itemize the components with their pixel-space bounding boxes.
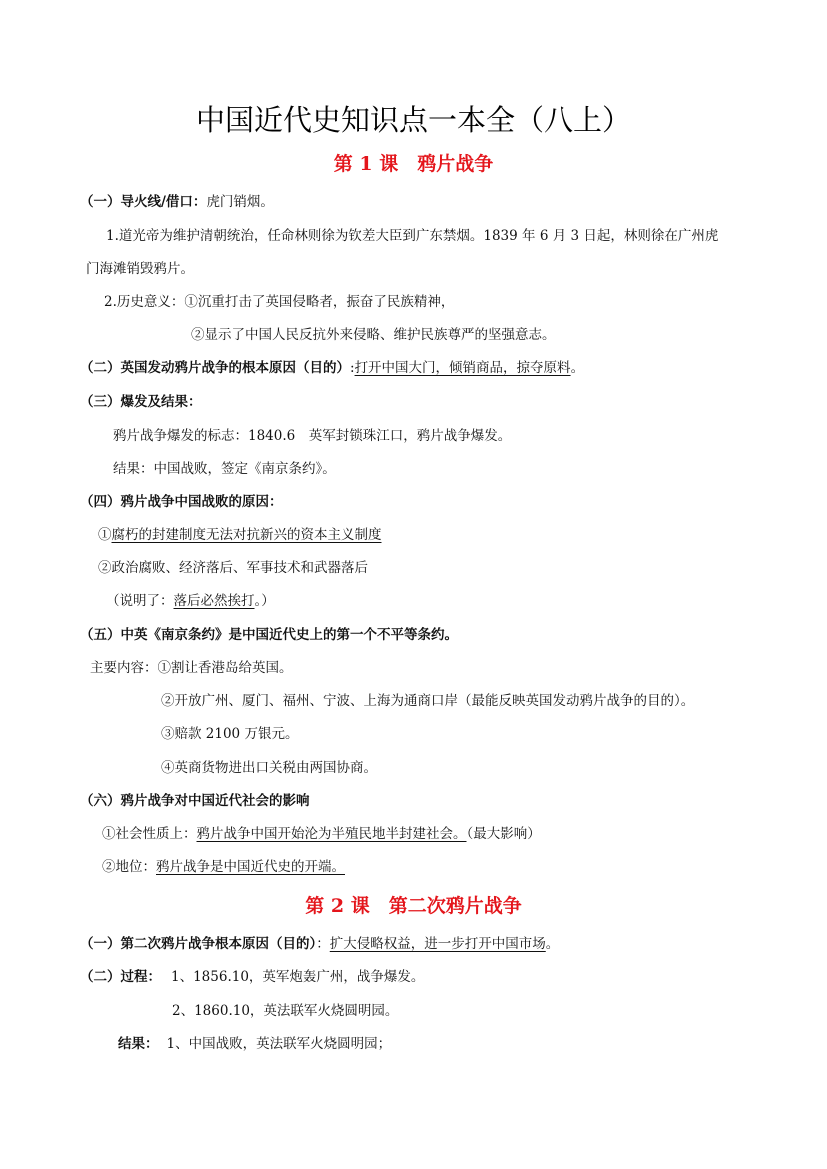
section-text: 虎门销烟。	[206, 194, 274, 210]
l2-section-2-line	[80, 968, 424, 986]
process-item: 1、1856.10，英军炮轰广州，战争爆发。	[171, 969, 425, 985]
underlined-answer: 落后必然挨打	[173, 593, 255, 609]
impact-prefix: ①社会性质上：	[102, 826, 197, 842]
process-item: 2、1860.10，英法联军火烧圆明园。	[172, 1003, 399, 1019]
content-line: ②开放广州、厦门、福州、宁波、上海为通商口岸（最能反映英国发动鸦片战争的目的）。	[161, 693, 695, 709]
colon: ：	[316, 936, 330, 952]
impact-prefix: ②地位：	[102, 859, 156, 875]
section-label: （一）导火线/借口：	[80, 194, 207, 210]
result-item: 1、中国战败，英法联军火烧圆明园；	[166, 1036, 392, 1052]
underlined-answer: 鸦片战争是中国近代史的开端。	[156, 859, 345, 875]
impact-line	[102, 858, 345, 876]
lesson-1-heading: 第 1 课 鸦片战争	[333, 153, 494, 175]
paragraph-line: 结果：中国战败，签定《南京条约》。	[113, 461, 336, 477]
impact-suffix: （最大影响）	[466, 826, 541, 842]
paragraph-line: ②显示了中国人民反抗外来侵略、维护民族尊严的坚强意志。	[191, 327, 556, 343]
section-4-label: （四）鸦片战争中国战败的原因：	[80, 494, 283, 510]
content-line: ③赔款 2100 万银元。	[161, 726, 299, 742]
reason-line	[98, 526, 382, 544]
note-prefix: （说明了：	[106, 593, 174, 609]
impact-line	[102, 825, 541, 843]
note-suffix: 。）	[254, 593, 275, 609]
underlined-answer: 扩大侵略权益，进一步打开中国市场	[329, 936, 546, 952]
page-title: 中国近代史知识点一本全（八上）	[195, 103, 631, 137]
lesson-2-heading: 第 2 课 第二次鸦片战争	[305, 895, 522, 917]
section-6-label: （六）鸦片战争对中国近代社会的影响	[80, 793, 310, 809]
period: 。	[570, 360, 585, 376]
section-3-label: （三）爆发及结果：	[80, 394, 202, 410]
note-line	[106, 592, 275, 610]
content-line: 主要内容：①割让香港岛给英国。	[90, 660, 293, 676]
section-2-line	[80, 359, 584, 377]
section-label: （二）过程：	[80, 969, 161, 985]
underlined-answer: 打开中国大门，倾销商品，掠夺原料	[354, 360, 571, 376]
item-number: ①	[98, 527, 112, 543]
section-5-label: （五）中英《南京条约》是中国近代史上的第一个不平等条约。	[80, 627, 458, 643]
paragraph-line: 2.历史意义：①沉重打击了英国侵略者，振奋了民族精神，	[104, 294, 455, 310]
colon: :	[350, 360, 355, 376]
paragraph-line: 门海滩销毁鸦片。	[86, 261, 194, 277]
paragraph-line: 鸦片战争爆发的标志：1840.6 英军封锁珠江口，鸦片战争爆发。	[113, 428, 512, 444]
content-line: ④英商货物进出口关税由两国协商。	[161, 760, 377, 776]
result-label: 结果：	[118, 1036, 159, 1052]
result-line	[118, 1035, 391, 1053]
reason-line: ②政治腐败、经济落后、军事技术和武器落后	[98, 560, 368, 576]
l2-section-1-line	[80, 935, 559, 953]
section-label: （一）第二次鸦片战争根本原因（目的）	[80, 936, 317, 952]
period: 。	[545, 936, 560, 952]
section-1-line	[80, 193, 274, 211]
section-label: （二）英国发动鸦片战争的根本原因（目的）	[80, 360, 350, 376]
underlined-answer: 腐朽的封建制度无法对抗新兴的资本主义制度	[111, 527, 382, 543]
underlined-answer: 鸦片战争中国开始沦为半殖民地半封建社会。	[196, 826, 467, 842]
paragraph-line: 1.道光帝为维护清朝统治，任命林则徐为钦差大臣到广东禁烟。1839 年 6 月 3 日起，林则徐在广州虎	[106, 228, 719, 244]
